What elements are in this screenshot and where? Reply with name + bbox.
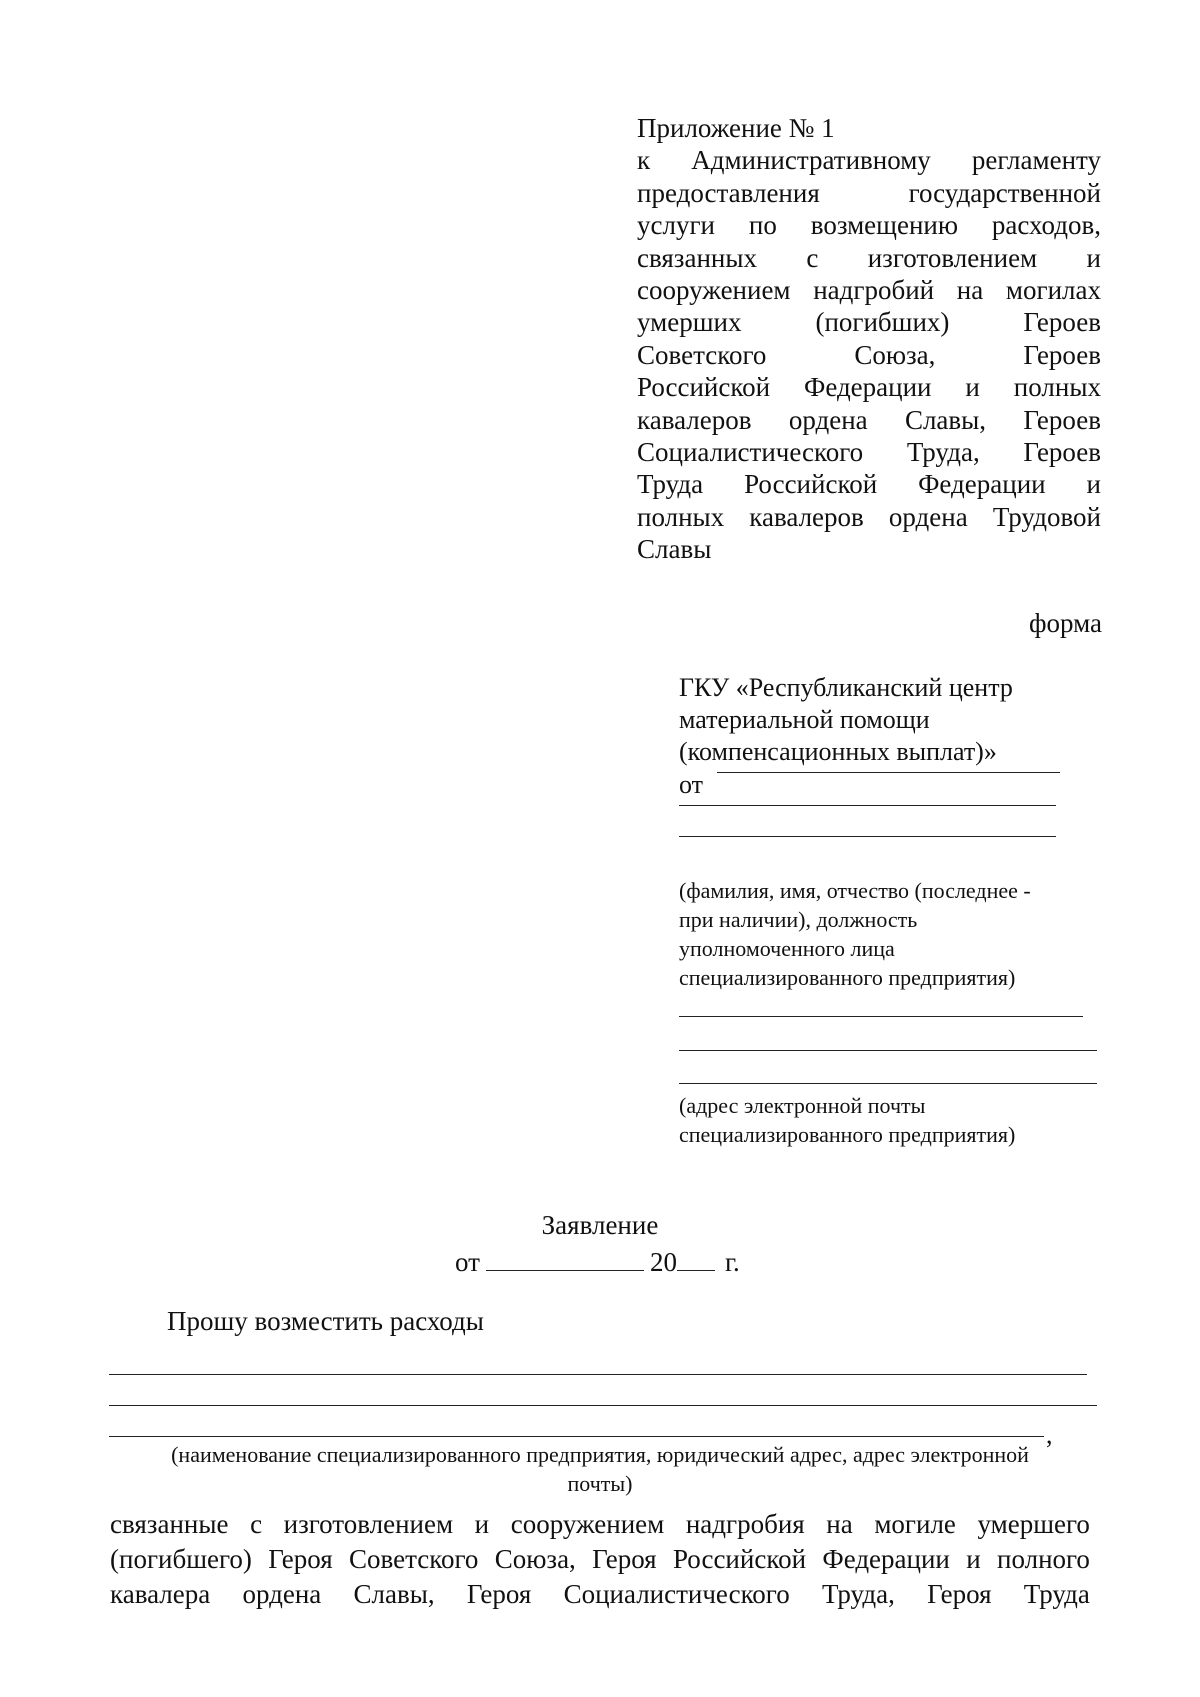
appendix-word: расходов, xyxy=(991,210,1101,241)
year-suffix: г. xyxy=(724,1247,740,1277)
appendix-word: ордена xyxy=(788,404,868,435)
appendix-word: Российской xyxy=(637,372,771,403)
appendix-word: на xyxy=(956,275,984,306)
email-line-3[interactable] xyxy=(679,1083,1097,1084)
org-caption-line-1: (наименование специализированного предприятия, юридический адрес, адрес электронной xyxy=(171,1442,1029,1467)
appendix-word: и xyxy=(1086,242,1101,273)
appendix-word: Славы, xyxy=(904,404,987,435)
appendix-word: по xyxy=(748,210,777,241)
appendix-word: регламенту xyxy=(971,145,1101,176)
body-word: на xyxy=(826,1509,853,1539)
appendix-word: полных xyxy=(637,501,725,532)
appendix-word: связанных xyxy=(637,242,757,273)
body-word: умершего xyxy=(977,1509,1090,1539)
person-caption-line-3: уполномоченного лица xyxy=(679,936,895,961)
body-word: Труда xyxy=(1023,1579,1090,1609)
date-blank[interactable] xyxy=(486,1246,644,1271)
person-caption-line-4: специализированного предприятия) xyxy=(679,965,1016,990)
appendix-line-11 xyxy=(637,436,1101,468)
body-word: и xyxy=(966,1544,981,1574)
body-word: могиле xyxy=(874,1509,956,1539)
appendix-word: Трудовой xyxy=(992,501,1101,532)
addressee-line-1: ГКУ «Республиканский центр xyxy=(679,673,1013,702)
body-word: кавалера xyxy=(110,1579,211,1609)
appendix-word: Героев xyxy=(1023,339,1101,370)
appendix-line-2 xyxy=(637,144,1101,176)
appendix-line-3 xyxy=(637,177,1101,209)
appendix-word: Социалистического xyxy=(637,437,864,468)
form-label: форма xyxy=(1029,608,1102,638)
addressee-block xyxy=(679,672,1013,768)
org-line-2[interactable] xyxy=(109,1405,1097,1406)
request-text: Прошу возместить расходы xyxy=(167,1306,484,1336)
body-word: Союза, xyxy=(494,1544,576,1574)
from-label: от xyxy=(679,770,704,799)
person-caption-line-1: (фамилия, имя, отчество (последнее - xyxy=(679,878,1031,903)
email-line-1[interactable] xyxy=(679,1016,1083,1017)
body-word: Героя xyxy=(927,1579,992,1609)
appendix-word: услуги xyxy=(637,210,715,241)
appendix-word: могилах xyxy=(1005,275,1101,306)
org-caption-line-2: почты) xyxy=(567,1471,633,1496)
appendix-word: Труда, xyxy=(906,437,980,468)
appendix-word: надгробий xyxy=(813,275,935,306)
body-word: связанные xyxy=(110,1509,229,1539)
sender-line-2[interactable] xyxy=(679,805,1056,806)
email-caption-line-1: (адрес электронной почты xyxy=(679,1093,926,1118)
body-word: изготовлением xyxy=(283,1509,454,1539)
appendix-line-7 xyxy=(637,306,1101,338)
year-prefix: 20 xyxy=(649,1247,677,1277)
appendix-line-6 xyxy=(637,274,1101,306)
appendix-word: предоставления xyxy=(637,177,820,208)
body-word: Труда, xyxy=(821,1579,895,1609)
body-line-1 xyxy=(110,1507,1090,1542)
appendix-word: изготовлением xyxy=(867,242,1038,273)
email-caption xyxy=(679,1091,1015,1149)
org-line-1[interactable] xyxy=(109,1374,1087,1375)
appendix-word: к xyxy=(637,145,651,176)
body-word: Славы, xyxy=(353,1579,435,1609)
appendix-word: кавалеров xyxy=(637,404,752,435)
body-word: Советского xyxy=(349,1544,479,1574)
body-word: (погибшего) xyxy=(110,1544,252,1574)
addressee-line-3: (компенсационных выплат)» xyxy=(679,737,997,766)
appendix-line-5 xyxy=(637,242,1101,274)
body-text xyxy=(110,1507,1090,1612)
statement-title: Заявление xyxy=(541,1210,659,1240)
body-word: Героя xyxy=(268,1544,333,1574)
appendix-word: умерших xyxy=(637,307,742,338)
appendix-word: возмещению xyxy=(810,210,959,241)
appendix-word: государственной xyxy=(908,177,1101,208)
appendix-line-9 xyxy=(637,371,1101,403)
sender-line-1[interactable] xyxy=(717,772,1060,773)
person-caption xyxy=(679,876,1031,992)
body-word: полного xyxy=(997,1544,1090,1574)
appendix-word: Российской xyxy=(744,469,878,500)
body-word: ордена xyxy=(242,1579,322,1609)
body-word: сооружением xyxy=(510,1509,665,1539)
appendix-word: (погибших) xyxy=(815,307,950,338)
appendix-line-13 xyxy=(637,501,1101,533)
appendix-line-10 xyxy=(637,404,1101,436)
body-line-2 xyxy=(110,1542,1090,1577)
appendix-word: Героев xyxy=(1023,404,1101,435)
body-word: Героя xyxy=(592,1544,657,1574)
sender-line-3[interactable] xyxy=(679,836,1056,837)
appendix-line-12 xyxy=(637,468,1101,500)
org-line-3[interactable] xyxy=(109,1436,1044,1437)
appendix-word: ордена xyxy=(888,501,968,532)
appendix-line-4 xyxy=(637,209,1101,241)
appendix-word: Приложение № 1 xyxy=(637,113,835,143)
body-word: Российской xyxy=(672,1544,807,1574)
org-caption xyxy=(100,1440,1100,1498)
year-blank[interactable] xyxy=(677,1246,715,1271)
statement-date-row xyxy=(455,1246,740,1278)
appendix-word: Федерации xyxy=(918,469,1046,500)
appendix-word: и xyxy=(1086,469,1101,500)
appendix-word: Федерации xyxy=(803,372,932,403)
appendix-word: Административному xyxy=(691,145,931,176)
body-line-3 xyxy=(110,1577,1090,1612)
appendix-word: Союза, xyxy=(854,339,936,370)
appendix-word: Труда xyxy=(637,469,704,500)
appendix-word: кавалеров xyxy=(749,501,864,532)
appendix-line-8 xyxy=(637,339,1101,371)
appendix-word: сооружением xyxy=(637,275,791,306)
addressee-line-2: материальной помощи xyxy=(679,705,930,734)
appendix-word: Героев xyxy=(1023,307,1101,338)
appendix-line-1 xyxy=(637,112,1101,144)
appendix-word: с xyxy=(806,242,819,273)
body-word: надгробия xyxy=(685,1509,805,1539)
appendix-heading xyxy=(637,112,1101,566)
appendix-word: Героев xyxy=(1023,437,1101,468)
appendix-word: Советского xyxy=(637,339,767,370)
appendix-line-14 xyxy=(637,533,1101,565)
body-word: Социалистического xyxy=(563,1579,790,1609)
statement-from-label: от xyxy=(455,1247,480,1277)
body-word: и xyxy=(474,1509,490,1539)
person-caption-line-2: при наличии), должность xyxy=(679,907,918,932)
appendix-word: Славы xyxy=(637,534,712,565)
email-line-2[interactable] xyxy=(679,1050,1097,1051)
body-word: Федерации xyxy=(822,1544,950,1574)
body-word: с xyxy=(250,1509,263,1539)
body-word: Героя xyxy=(466,1579,532,1609)
email-caption-line-2: специализированного предприятия) xyxy=(679,1122,1016,1147)
appendix-word: и xyxy=(965,372,980,403)
appendix-word: полных xyxy=(1013,372,1101,403)
org-comma: , xyxy=(1046,1420,1053,1449)
